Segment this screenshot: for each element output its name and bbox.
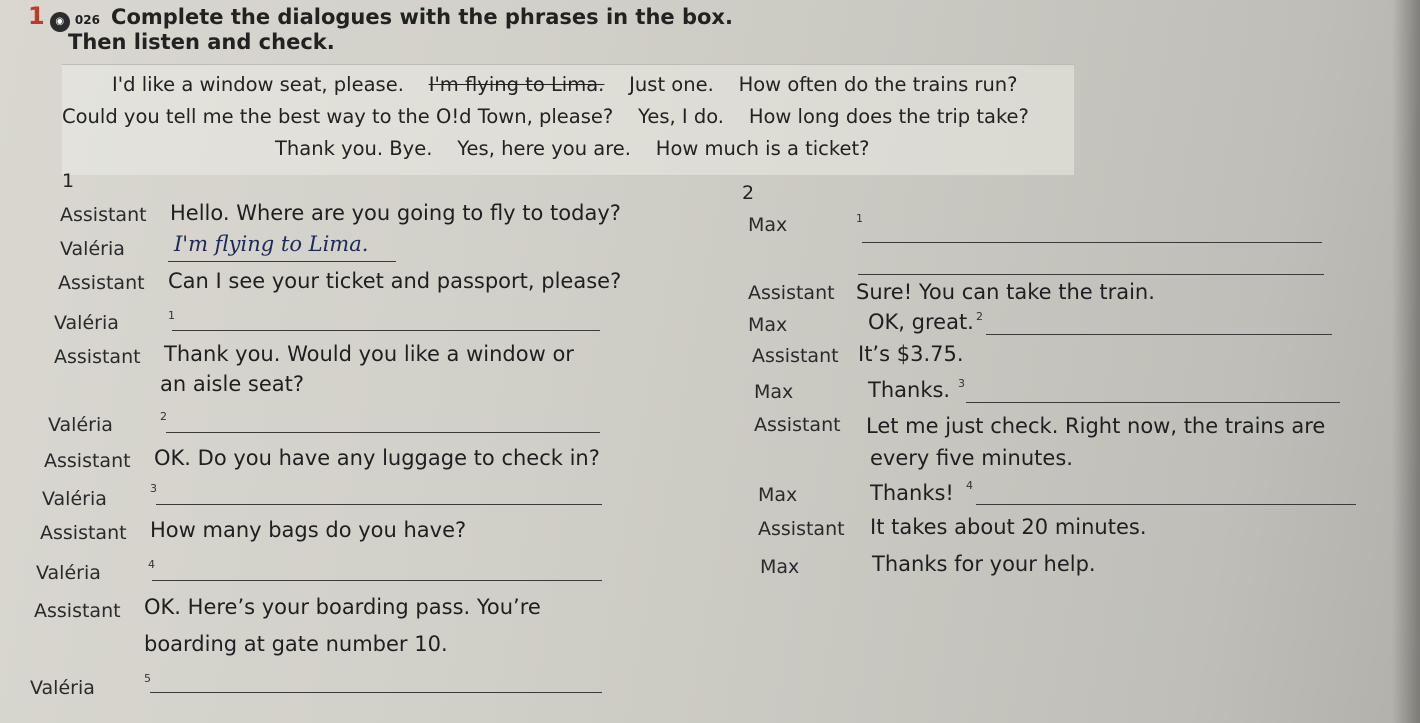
instruction-line-2: Then listen and check. xyxy=(68,30,335,54)
phrase-box-line-3 xyxy=(275,137,869,160)
speaker-label: Max xyxy=(748,314,788,336)
dialogue-line: Let me just check. Right now, the trains are xyxy=(866,414,1326,438)
dialogue-1-number: 1 xyxy=(62,170,75,192)
phrase: Thank you. Bye. xyxy=(275,137,433,160)
dialogue-line: OK. Here’s your boarding pass. You’re xyxy=(144,595,541,619)
gap-number: 2 xyxy=(160,410,167,423)
dialogue-line: Sure! You can take the train. xyxy=(856,280,1155,304)
phrase: Just one. xyxy=(629,73,714,96)
dialogue-line: How many bags do you have? xyxy=(150,518,467,542)
gap-number: 4 xyxy=(966,479,973,492)
speaker-label: Assistant xyxy=(748,282,835,304)
speaker-label: Assistant xyxy=(754,414,841,436)
phrase-box-line-1 xyxy=(112,73,1018,96)
answer-blank[interactable] xyxy=(172,330,600,331)
dialogue-line: Hello. Where are you going to fly to today? xyxy=(170,201,621,225)
answer-blank[interactable] xyxy=(862,242,1322,243)
dialogue-line: OK, great. xyxy=(868,310,974,334)
speaker-label: Max xyxy=(760,556,800,578)
gap-number: 1 xyxy=(856,212,863,225)
dialogue-line: It’s $3.75. xyxy=(858,342,964,366)
phrase: How much is a ticket? xyxy=(655,137,870,160)
instruction-line-1: Complete the dialogues with the phrases in the box. xyxy=(111,5,733,29)
phrase: Could you tell me the best way to the O!d Town, please? xyxy=(62,105,614,128)
phrase: Yes, here you are. xyxy=(457,137,631,160)
speaker-label: Assistant xyxy=(40,522,127,544)
phrase-box xyxy=(62,64,1074,175)
speaker-label: Max xyxy=(758,484,798,506)
speaker-label: Assistant xyxy=(752,345,839,367)
phrase: How long does the trip take? xyxy=(748,105,1029,128)
gap-number: 3 xyxy=(958,377,965,390)
speaker-label: Max xyxy=(754,381,794,403)
answer-blank[interactable] xyxy=(986,334,1332,335)
example-answer: I'm flying to Lima. xyxy=(174,232,369,256)
phrase: How often do the trains run? xyxy=(738,73,1018,96)
speaker-label: Assistant xyxy=(34,600,121,622)
answer-blank[interactable] xyxy=(156,504,602,505)
dialogue-line: OK. Do you have any luggage to check in? xyxy=(154,446,600,470)
phrase-box-line-2 xyxy=(62,105,1029,128)
phrase-used: I'm flying to Lima. xyxy=(428,73,605,96)
speaker-label: Assistant xyxy=(58,272,145,294)
gap-number: 4 xyxy=(148,558,155,571)
dialogue-line: Thanks. xyxy=(868,378,951,402)
speaker-label: Assistant xyxy=(54,346,141,368)
dialogue-line: It takes about 20 minutes. xyxy=(870,515,1147,539)
speaker-label: Valéria xyxy=(48,414,113,436)
speaker-label: Max xyxy=(748,214,788,236)
audio-track-number: 026 xyxy=(74,13,100,27)
dialogue-line: Thank you. Would you like a window or xyxy=(164,342,574,366)
speaker-label: Valéria xyxy=(42,488,107,510)
answer-blank[interactable] xyxy=(152,580,602,581)
speaker-label: Valéria xyxy=(54,312,119,334)
dialogue-line: Thanks for your help. xyxy=(872,552,1096,576)
page-edge-shadow xyxy=(1392,0,1420,723)
audio-icon[interactable]: ◉ xyxy=(50,12,70,32)
speaker-label: Assistant xyxy=(758,518,845,540)
dialogue-line-continued: every five minutes. xyxy=(870,446,1073,470)
dialogue-line: Thanks! xyxy=(870,481,954,505)
answer-blank-second-line[interactable] xyxy=(858,274,1324,275)
example-answer-underline xyxy=(168,261,396,262)
dialogue-line-continued: an aisle seat? xyxy=(160,372,305,396)
speaker-label: Assistant xyxy=(60,204,147,226)
phrase: I'd like a window seat, please. xyxy=(112,73,404,96)
answer-blank[interactable] xyxy=(166,432,600,433)
speaker-label: Valéria xyxy=(36,562,101,584)
gap-number: 2 xyxy=(976,310,983,323)
exercise-header xyxy=(28,2,733,32)
speaker-label: Valéria xyxy=(60,238,125,260)
exercise-number: 1 xyxy=(28,2,45,30)
dialogue-line: Can I see your ticket and passport, please? xyxy=(168,269,622,293)
dialogue-line-continued: boarding at gate number 10. xyxy=(144,632,448,656)
speaker-label: Valéria xyxy=(30,677,95,699)
gap-number: 1 xyxy=(168,309,175,322)
speaker-label: Assistant xyxy=(44,450,131,472)
gap-number: 5 xyxy=(144,672,151,685)
answer-blank[interactable] xyxy=(976,504,1356,505)
answer-blank[interactable] xyxy=(150,692,602,693)
gap-number: 3 xyxy=(150,482,157,495)
answer-blank[interactable] xyxy=(966,402,1340,403)
phrase: Yes, I do. xyxy=(638,105,725,128)
dialogue-2-number: 2 xyxy=(742,182,755,204)
